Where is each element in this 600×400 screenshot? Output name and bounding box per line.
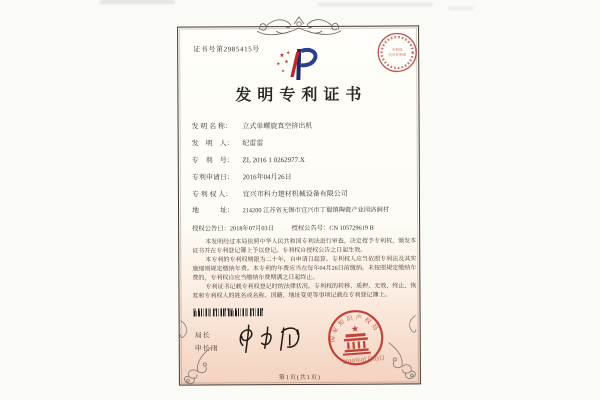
legal-paragraph: 专利证书记载专利权登记时的法律状况。专利权的转移、质押、无效、终止、恢复和专利权人的姓名或名称、国籍、地址变更等事项记载在专利登记簿上。 bbox=[192, 283, 417, 300]
patent-certificate bbox=[177, 25, 421, 385]
svg-text:★: ★ bbox=[276, 61, 281, 67]
barcode bbox=[194, 308, 265, 316]
legal-text bbox=[192, 237, 416, 301]
national-emblem bbox=[341, 323, 371, 356]
office-seal-date: 2018年07月03日 bbox=[342, 355, 386, 366]
field-row-filing-date bbox=[192, 171, 409, 181]
director-title-label: 局长 bbox=[194, 331, 211, 340]
field-value: 宜兴市科力建材机械设备有限公司 bbox=[242, 189, 348, 199]
border-curl-icon bbox=[404, 314, 418, 334]
lace-ornament-top bbox=[254, 15, 344, 39]
svg-text:★: ★ bbox=[286, 50, 291, 56]
field-value: 纪雷雷 bbox=[242, 139, 264, 148]
field-label: 专 利 号： bbox=[191, 156, 234, 165]
svg-text:★: ★ bbox=[284, 60, 289, 66]
field-value: ZL 2016 1 0262977.X bbox=[242, 155, 305, 165]
field-label: 发 明 人： bbox=[191, 139, 234, 148]
border-curl-icon bbox=[179, 320, 193, 340]
field-label: 专 利 权 人： bbox=[191, 190, 233, 199]
legal-paragraph: 本专利的专利权期限为二十年，自申请日起算。专利权人应当依照专利法及其实施细则规定缴纳年费。本专利的年费应当在每年04月26日前缴纳。未按照规定缴纳年费的，专利权自应当缴纳年费期满之日起终止。 bbox=[192, 256, 417, 282]
page-number: 第1页(共1页) bbox=[278, 374, 321, 382]
field-value: 立式单螺旋真空挤出机 bbox=[242, 121, 313, 131]
field-label: 地 址： bbox=[192, 206, 235, 215]
corner-flourish-icon bbox=[387, 340, 419, 380]
field-label: 授权公告号： bbox=[291, 224, 330, 233]
svg-text:★: ★ bbox=[350, 323, 360, 335]
svg-text:★: ★ bbox=[281, 68, 285, 74]
certificate-number: 证书号第2985415号 bbox=[193, 45, 260, 54]
field-row-inventor bbox=[192, 137, 409, 147]
photo-edge-smudge bbox=[100, 0, 175, 4]
field-row-patentee bbox=[192, 188, 409, 198]
certificate-title: 发明专利证书 bbox=[235, 86, 368, 105]
field-row-invention-name bbox=[192, 120, 409, 130]
corner-flourish-icon bbox=[181, 345, 213, 385]
field-row-address bbox=[192, 204, 409, 214]
field-value: 2016年04月26日 bbox=[242, 173, 292, 182]
director-signature-icon bbox=[235, 323, 307, 355]
svg-text:★: ★ bbox=[279, 53, 285, 60]
agency-seal-icon bbox=[376, 31, 418, 73]
photo-edge-smudge bbox=[448, 7, 474, 10]
field-label: 授权公告日： bbox=[192, 225, 230, 233]
photo-edge-smudge bbox=[318, 3, 433, 6]
field-value: CN 105729619 B bbox=[329, 224, 374, 232]
field-value: 214200 江苏省无锡市宜兴市丁蜀镇陶瓷产业园洛涧村 bbox=[242, 206, 390, 215]
cnipa-patent-logo-icon bbox=[273, 46, 323, 83]
field-row-patent-number bbox=[192, 154, 409, 164]
director-name-label: 申长雨 bbox=[194, 344, 219, 353]
field-label: 发 明 名 称： bbox=[191, 122, 232, 131]
field-value: 2018年07月03日 bbox=[229, 225, 274, 233]
agency-seal-center-text: 专利局 bbox=[391, 47, 403, 53]
field-label: 专利申请日： bbox=[191, 173, 234, 182]
office-seal-ring-text: 国家知识产权局 bbox=[329, 314, 381, 343]
field-row-grant bbox=[192, 222, 409, 232]
agency-seal-center-text: 代办专利章 bbox=[388, 52, 407, 58]
legal-paragraph: 本发明经过本局依照中华人民共和国专利法进行审查，决定授予专利权，颁发本证书并在专利登记簿上予以登记。专利权自授权公告之日起生效。 bbox=[192, 238, 417, 255]
